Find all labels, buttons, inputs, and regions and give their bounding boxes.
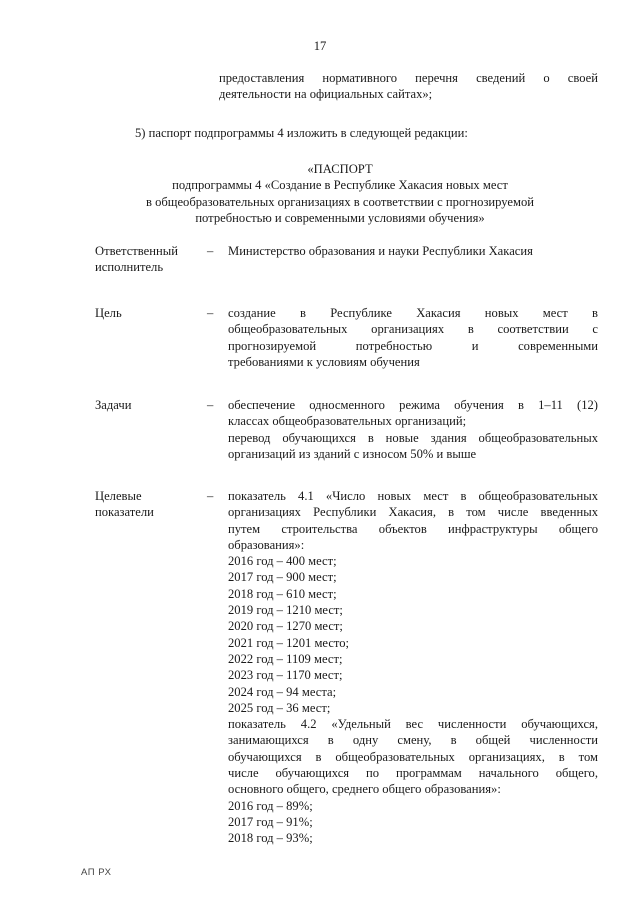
value-line: занимающихся в одну смену, в общей численности xyxy=(228,733,598,748)
row-label: Задачи xyxy=(95,398,132,412)
value-line: 2019 год – 1210 мест; xyxy=(228,603,343,618)
value-line: создание в Республике Хакасия новых мест в xyxy=(228,306,598,320)
value-line: числе обучающихся по программам начального общего, xyxy=(228,766,598,781)
value-line: организациях Республики Хакасия, в том числе введенных xyxy=(228,505,598,520)
passport-title-block xyxy=(70,161,610,226)
passport-subtitle-line: в общеобразовательных организациях в соответствии с прогнозируемой xyxy=(145,194,535,209)
row-value xyxy=(228,488,598,847)
value-line: 2023 год – 1170 мест; xyxy=(228,668,343,683)
value-line: 2021 год – 1201 место; xyxy=(228,635,350,650)
continuation-line: предоставления нормативного перечня сведений о своей xyxy=(219,71,598,85)
value-line: обеспечение односменного режима обучения в 1–11 (12) xyxy=(228,398,598,412)
row-dash: – xyxy=(207,306,214,320)
passport-title: «ПАСПОРТ xyxy=(307,162,373,176)
value-line: классах общеобразовательных организаций; xyxy=(228,414,467,429)
value-line: 2022 год – 1109 мест; xyxy=(228,651,343,666)
value-line: перевод обучающихся в новые здания общеобразовательных xyxy=(228,430,598,445)
value-line: обучающихся в общеобразовательных организациях, в том xyxy=(228,749,598,764)
passport-subtitle-line: потребностью и современными условиями обучения» xyxy=(195,210,485,225)
row-dash: – xyxy=(207,244,214,258)
value-line: 2018 год – 93%; xyxy=(228,831,313,846)
row-label-line: Ответственный xyxy=(95,244,178,258)
value-line: прогнозируемой потребностью и современными xyxy=(228,338,598,353)
value-line: образования»: xyxy=(228,537,305,552)
row-value xyxy=(228,305,598,370)
value-line: путем строительства объектов инфраструктуры общего xyxy=(228,521,598,536)
row-label xyxy=(95,243,195,276)
continuation-text xyxy=(219,70,598,103)
row-label-line: исполнитель xyxy=(95,260,164,275)
row-label-line: Целевые xyxy=(95,489,142,503)
value-line: 2017 год – 91%; xyxy=(228,814,313,829)
value-line: 2017 год – 900 мест; xyxy=(228,570,337,585)
footer-stamp-mark: АП РХ xyxy=(81,867,112,878)
value-line: 2024 год – 94 места; xyxy=(228,684,337,699)
row-dash: – xyxy=(207,489,214,503)
item-5-text: 5) паспорт подпрограммы 4 изложить в следующей редакции: xyxy=(135,126,468,140)
row-value: Министерство образования и науки Республики Хакасия xyxy=(228,244,533,258)
row-label-line: показатели xyxy=(95,505,154,520)
value-line: 2016 год – 89%; xyxy=(228,798,313,813)
passport-subtitle-line: подпрограммы 4 «Создание в Республике Хакасия новых мест xyxy=(172,178,508,193)
value-line: показатель 4.2 «Удельный вес численности обучающихся, xyxy=(228,717,598,732)
value-line: организаций из зданий с износом 50% и выше xyxy=(228,446,477,461)
row-label: Цель xyxy=(95,306,122,320)
value-line: 2025 год – 36 мест; xyxy=(228,700,331,715)
value-line: основного общего, среднего общего образования»: xyxy=(228,782,501,797)
value-line: 2018 год – 610 мест; xyxy=(228,586,337,601)
value-line: 2020 год – 1270 мест; xyxy=(228,619,343,634)
continuation-line: деятельности на официальных сайтах»; xyxy=(219,87,433,102)
value-line: показатель 4.1 «Число новых мест в общеобразовательных xyxy=(228,489,598,503)
row-dash: – xyxy=(207,398,214,412)
row-value xyxy=(228,397,598,462)
value-line: общеобразовательных организациях в соответствии с xyxy=(228,322,598,337)
value-line: 2016 год – 400 мест; xyxy=(228,554,337,569)
value-line: требованиями к условиям обучения xyxy=(228,354,420,369)
row-label xyxy=(95,488,195,521)
page-number: 17 xyxy=(313,39,327,53)
